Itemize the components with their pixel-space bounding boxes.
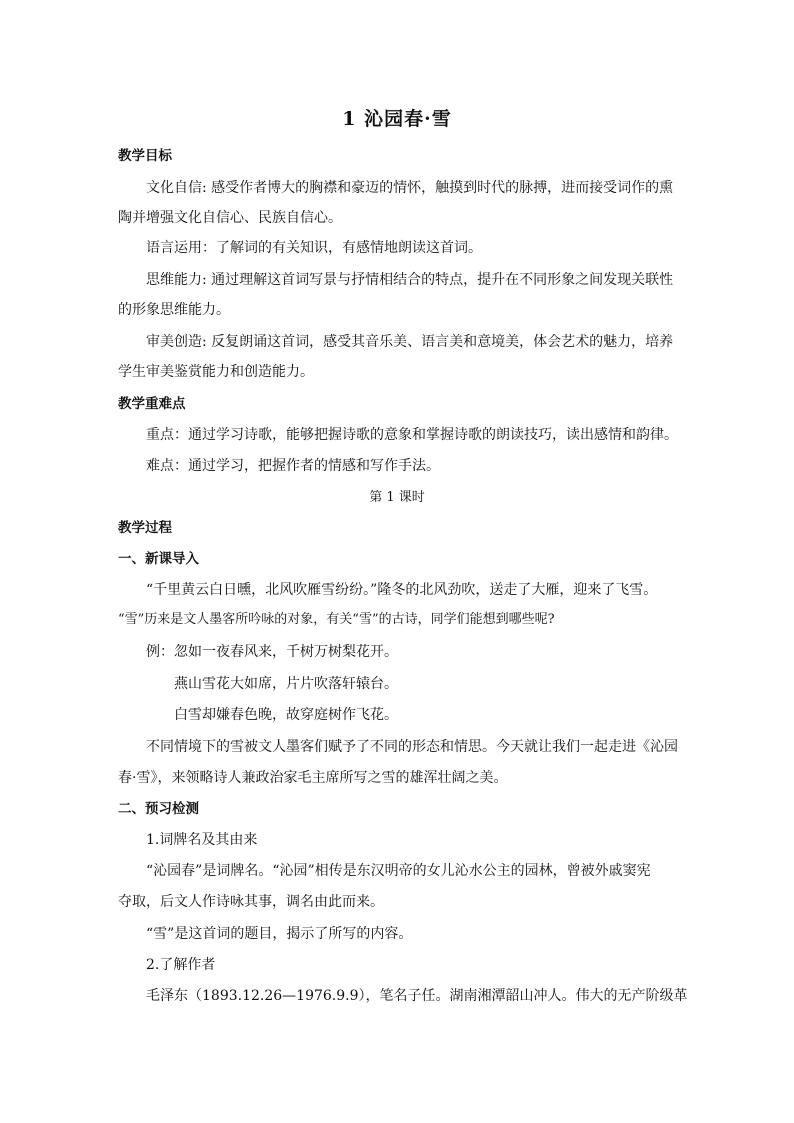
sub-1-line-2: 夺取，后文人作诗咏其事，调名由此而来。 bbox=[118, 894, 384, 910]
goal-language: 语言运用：了解词的有关知识，有感情地朗读这首词。 bbox=[146, 240, 482, 256]
goals-heading: 教学目标 bbox=[118, 148, 172, 164]
example-2: 燕山雪花大如席，片片吹落轩辕台。 bbox=[174, 676, 398, 692]
example-1: 例：忽如一夜春风来，千树万树梨花开。 bbox=[146, 644, 398, 660]
sub-1-line-1: “沁园春”是词牌名。“沁园”相传是东汉明帝的女儿沁水公主的园林，曾被外戚窦宪 bbox=[146, 863, 651, 879]
intro-line-4: 春·雪》，来领略诗人兼政治家毛主席所写之雪的雄浑壮阔之美。 bbox=[118, 770, 508, 786]
goal-aesthetic-line-2: 学生审美鉴赏能力和创造能力。 bbox=[118, 364, 314, 380]
example-3: 白雪却嫌春色晚，故穿庭树作飞花。 bbox=[174, 707, 398, 723]
keypoint-text: 重点：通过学习诗歌，能够把握诗歌的意象和掌握诗歌的朗读技巧，读出感情和韵律。 bbox=[146, 427, 678, 443]
goal-culture-line-2: 陶并增强文化自信心、民族自信心。 bbox=[118, 210, 342, 226]
goal-thinking-line-1: 思维能力: 通过理解这首词写景与抒情相结合的特点，提升在不同形象之间发现关联性 bbox=[146, 272, 674, 288]
sub-2-line-1: 毛泽东（1893.12.26—1976.9.9），笔名子任。湖南湘潭韶山冲人。伟大的无产阶级革 bbox=[146, 988, 688, 1004]
goal-aesthetic-line-1: 审美创造: 反复朗诵这首词，感受其音乐美、语言美和意境美，体会艺术的魅力，培养 bbox=[146, 334, 674, 350]
goal-culture-line-1: 文化自信: 感受作者博大的胸襟和豪迈的情怀，触摸到时代的脉搏，进而接受词作的熏 bbox=[146, 180, 674, 196]
sub-heading-1: 1.词牌名及其由来 bbox=[146, 832, 258, 848]
difficulty-text: 难点：通过学习，把握作者的情感和写作手法。 bbox=[146, 458, 440, 474]
keypoints-heading: 教学重难点 bbox=[118, 396, 186, 412]
sub-1-line-3: “雪”是这首词的题目，揭示了所写的内容。 bbox=[146, 926, 413, 942]
goal-thinking-line-2: 的形象思维能力。 bbox=[118, 302, 230, 318]
sub-heading-2: 2.了解作者 bbox=[146, 957, 216, 973]
intro-line-1: “千里黄云白日曛，北风吹雁雪纷纷。”隆冬的北风劲吹，送走了大雁，迎来了飞雪。 bbox=[146, 582, 658, 598]
intro-heading: 一、新课导入 bbox=[118, 551, 199, 567]
document-title: 1 沁园春·雪 bbox=[342, 108, 452, 130]
intro-line-3: 不同情境下的雪被文人墨客们赋予了不同的形态和情思。今天就让我们一起走进《沁园 bbox=[146, 739, 678, 755]
intro-line-2: “雪”历来是文人墨客所吟咏的对象，有关“雪”的古诗，同学们能想到哪些呢? bbox=[118, 612, 555, 627]
preview-heading: 二、预习检测 bbox=[118, 801, 199, 817]
process-heading: 教学过程 bbox=[118, 520, 172, 536]
lesson-label: 第 1 课时 bbox=[369, 490, 425, 505]
